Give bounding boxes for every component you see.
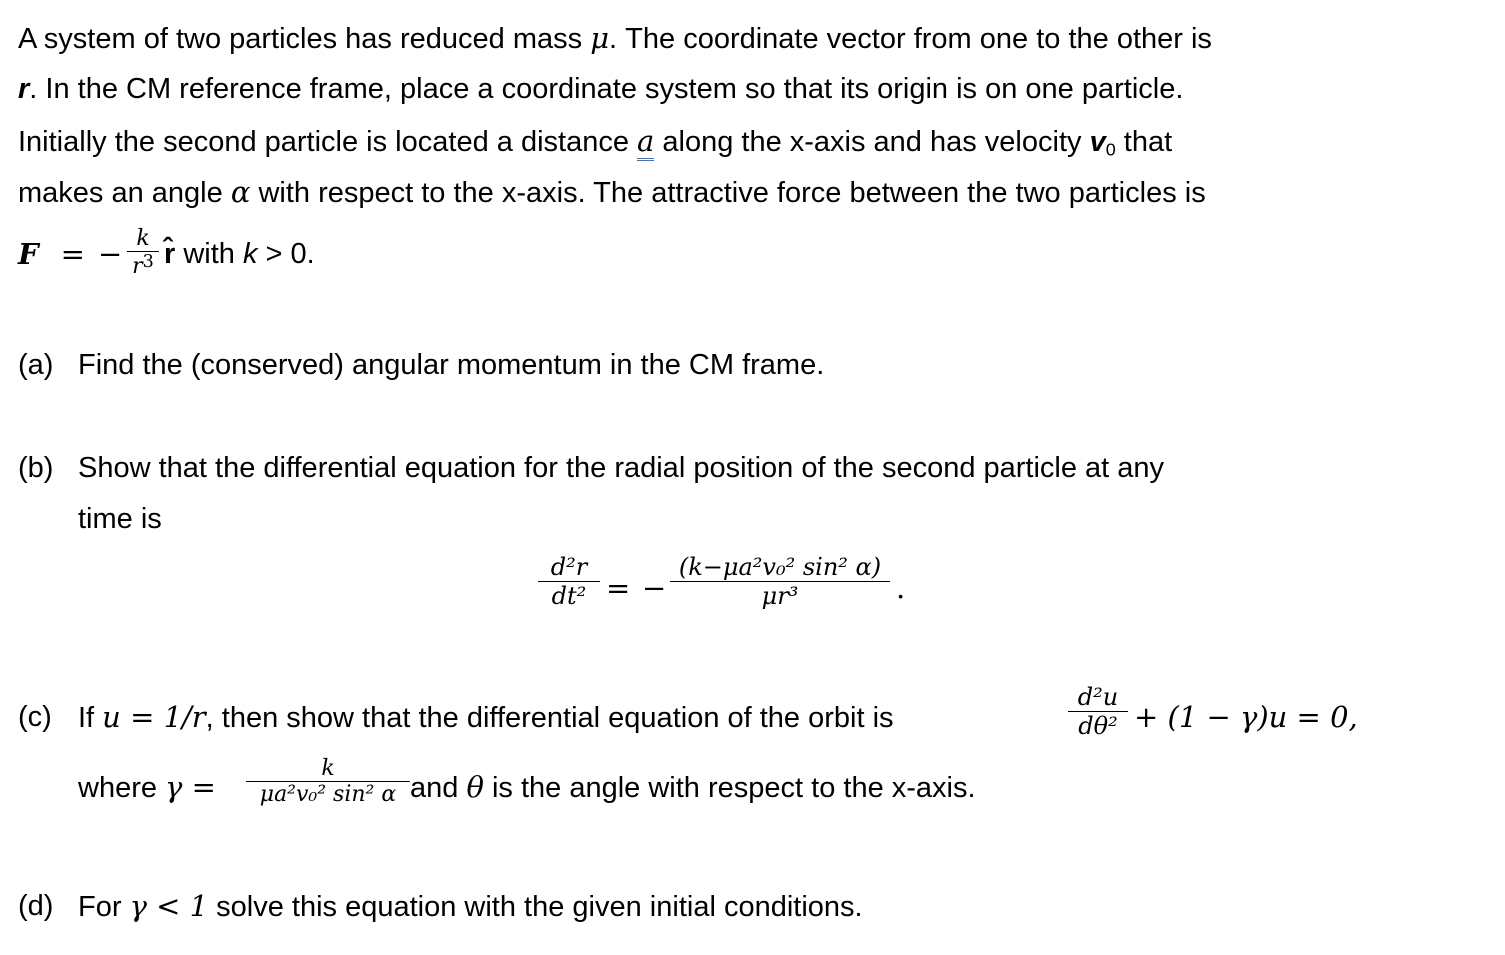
intro-line-2	[18, 75, 1183, 104]
part-c-text-line-2-tail	[410, 770, 976, 804]
lhs-denominator: dt²	[551, 582, 587, 610]
radial-eq-rhs-fraction	[670, 553, 890, 610]
condition-text: > 0.	[257, 238, 315, 270]
period: .	[896, 571, 906, 605]
part-c-text-line-1	[78, 700, 894, 734]
intro-line-4	[18, 175, 1206, 209]
part-c-text-line-2	[78, 770, 216, 804]
part-d-label: (d)	[18, 890, 54, 922]
part-a-text: Find the (conserved) angular momentum in the CM frame.	[78, 349, 825, 381]
then-text: , then show that the differential equation of the orbit is	[205, 702, 894, 734]
velocity-subscript: 0	[1105, 139, 1116, 160]
minus-sign: −	[642, 571, 667, 605]
fraction-denominator	[127, 252, 159, 279]
part-b-text-line-1: Show that the differential equation for the radial position of the second particle at any	[78, 452, 1165, 484]
rhs-denominator: μr³	[761, 582, 799, 610]
den-r: r	[132, 254, 143, 280]
gamma-equals: γ =	[165, 770, 216, 804]
reduced-mass-symbol: μ	[590, 21, 610, 55]
part-a-label: (a)	[18, 349, 54, 381]
for-text: For	[78, 891, 130, 923]
fraction-numerator: k	[136, 226, 150, 251]
radial-eq-lhs-fraction	[538, 553, 600, 610]
orbit-eq-fraction	[1068, 683, 1128, 740]
force-tail	[164, 240, 315, 269]
gamma-fraction	[246, 756, 410, 807]
intro-line-1	[18, 21, 1212, 55]
part-c-label: (c)	[18, 701, 52, 733]
equals-sign: =	[606, 571, 631, 605]
force-symbol: F	[18, 237, 39, 271]
part-b-label: (b)	[18, 452, 54, 484]
orbit-denominator: dθ²	[1078, 712, 1118, 740]
part-d-text	[78, 889, 863, 923]
minus-sign: −	[98, 237, 123, 271]
part-b-text-line-2: time is	[78, 503, 162, 535]
intro-text: Initially the second particle is located a distance	[18, 126, 638, 158]
with-text: with	[175, 238, 243, 270]
intro-text: . In the CM reference frame, place a coordinate system so that its origin is on one particle.	[29, 73, 1184, 105]
velocity-symbol: v	[1089, 126, 1106, 158]
angle-text: is the angle with respect to the x-axis.	[483, 772, 976, 804]
equals-sign: =	[60, 237, 85, 271]
lhs-numerator: d²r	[550, 553, 588, 581]
force-equation	[18, 237, 85, 271]
den-exp: 3	[142, 252, 154, 272]
intro-text: along the x-axis and has velocity	[654, 126, 1090, 158]
and-text: and	[410, 772, 467, 804]
intro-text: . The coordinate vector from one to the other is	[609, 23, 1212, 55]
intro-text: makes an angle	[18, 177, 231, 209]
theta-symbol: θ	[466, 770, 484, 804]
force-fraction	[127, 226, 159, 279]
orbit-numerator: d²u	[1077, 683, 1119, 711]
rhs-numerator: (k−μa²v₀² sin² α)	[678, 553, 882, 581]
solve-text: solve this equation with the given initial conditions.	[208, 891, 863, 923]
angle-alpha-symbol: α	[230, 175, 251, 209]
distance-a-symbol: a	[637, 124, 654, 161]
u-definition: u = 1/r	[102, 700, 206, 734]
k-symbol: k	[242, 238, 258, 270]
intro-text: that	[1115, 126, 1173, 158]
intro-line-3	[18, 124, 1173, 160]
gamma-numerator: k	[321, 756, 335, 781]
r-hat-symbol: r̂	[164, 238, 176, 270]
orbit-eq-rest: + (1 − γ)u = 0,	[1134, 700, 1358, 734]
gamma-condition: γ < 1	[129, 889, 209, 923]
where-text: where	[78, 772, 166, 804]
if-text: If	[78, 702, 103, 734]
intro-text: with respect to the x-axis. The attractive force between the two particles is	[250, 177, 1206, 209]
intro-text: A system of two particles has reduced mass	[18, 23, 591, 55]
gamma-denominator: μa²v₀² sin² α	[259, 782, 397, 807]
r-vector-symbol: r	[18, 73, 30, 105]
